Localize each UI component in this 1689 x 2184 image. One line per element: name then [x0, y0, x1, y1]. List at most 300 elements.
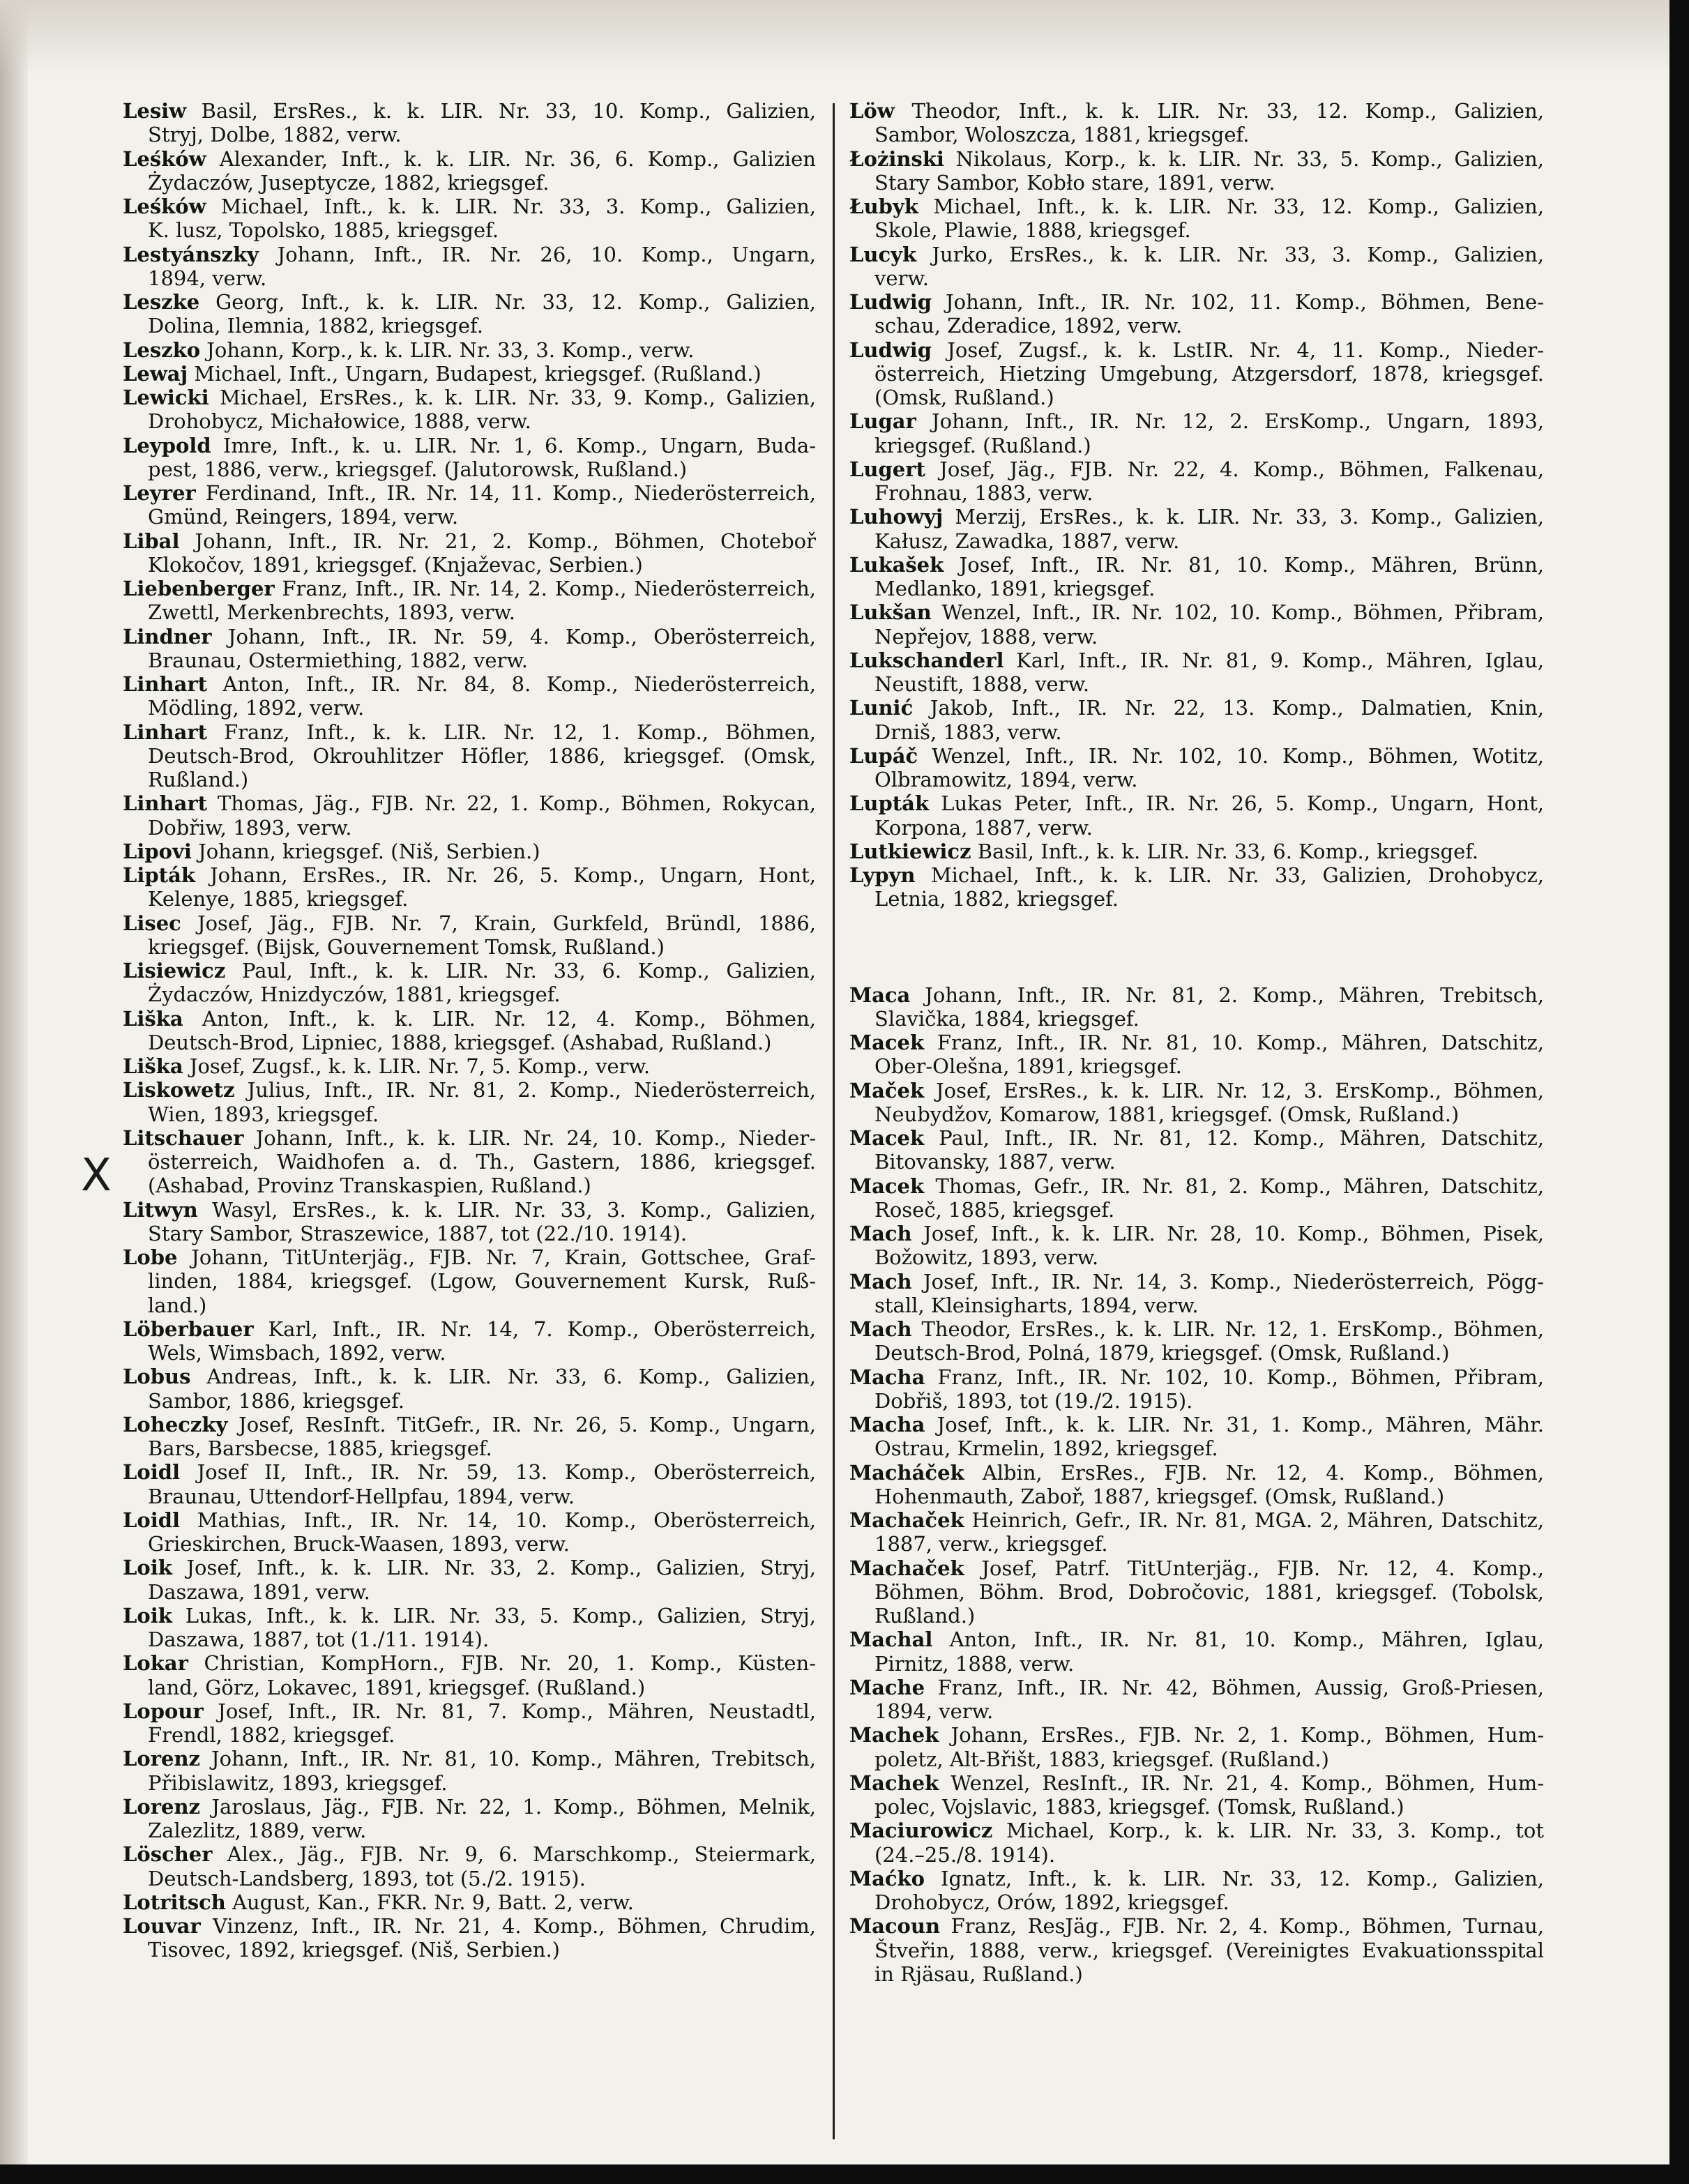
register-entry	[123, 1245, 816, 1317]
entry-details: Heinrich, Gefr., IR. Nr. 81, MGA. 2, Mähren, Datschitz,	[964, 1508, 1544, 1532]
entry-details: Theodor, ErsRes., k. k. LIR. Nr. 12, 1. ErsKomp., Böhmen,	[911, 1317, 1544, 1341]
entry-first-line	[123, 672, 816, 696]
entry-surname: Liška	[123, 1006, 183, 1031]
entry-first-line	[123, 1604, 816, 1628]
register-entry	[123, 1556, 816, 1604]
scan-border-right	[1669, 0, 1689, 2184]
register-entry	[123, 195, 816, 243]
entry-details: Ferdinand, Inft., IR. Nr. 14, 11. Komp., Niederösterreich,	[195, 481, 816, 505]
entry-first-line	[849, 863, 1544, 887]
entry-continuation-line: Mödling, 1892, verw.	[148, 696, 365, 720]
entry-surname: Lupáč	[849, 743, 918, 768]
entry-first-line	[849, 1079, 1544, 1102]
register-entry	[123, 863, 816, 911]
entry-details: Merzij, ErsRes., k. k. LIR. Nr. 33, 3. Komp., Galizien,	[943, 505, 1544, 529]
entry-surname: Lukschanderl	[849, 648, 1004, 672]
entry-surname: Leszke	[123, 290, 200, 314]
entry-surname: Lypyn	[849, 863, 916, 887]
entry-details: Wenzel, ResInft., IR. Nr. 21, 4. Komp., Böhmen, Hum-	[939, 1770, 1544, 1795]
register-entry	[849, 409, 1544, 457]
entry-first-line	[849, 1508, 1544, 1532]
entry-details: Josef, Inft., IR. Nr. 81, 7. Komp., Mähren, Neustadtl,	[203, 1699, 816, 1723]
register-entry	[123, 1317, 816, 1365]
entry-details: Josef, Inft., k. k. LIR. Nr. 28, 10. Komp., Böhmen, Pisek,	[911, 1222, 1544, 1245]
entry-continuation-line: Olbramowitz, 1894, verw.	[874, 768, 1138, 791]
entry-first-line	[123, 863, 816, 887]
entry-continuation-line: Rußland.)	[148, 768, 249, 791]
register-entry	[849, 600, 1544, 649]
entry-first-line	[849, 290, 1544, 314]
register-entry	[849, 1819, 1544, 1867]
register-entry	[123, 1699, 816, 1747]
entry-first-line	[849, 409, 1544, 433]
entry-first-line	[123, 1245, 816, 1269]
entry-surname: Loheczky	[123, 1412, 228, 1436]
entry-continuation-line: Ober-Olešna, 1891, kriegsgef.	[874, 1054, 1182, 1079]
entry-continuation-line: Stary Sambor, Kobło stare, 1891, verw.	[874, 170, 1275, 195]
entry-surname: Lipták	[123, 863, 195, 887]
entry-surname: Linhart	[123, 720, 208, 744]
register-entry	[123, 1054, 816, 1078]
entry-continuation-line: kriegsgef. (Bijsk, Gouvernement Tomsk, Rußland.)	[148, 934, 665, 959]
register-entry	[849, 243, 1544, 291]
entry-surname: Litwyn	[123, 1197, 198, 1222]
entry-details: Josef, Inft., k. k. LIR. Nr. 33, 2. Komp., Galizien, Stryj,	[172, 1556, 816, 1580]
register-entry	[123, 959, 816, 1007]
entry-first-line	[123, 1890, 816, 1914]
entry-surname: Maček	[849, 1078, 925, 1102]
entry-first-line	[849, 1365, 1544, 1389]
entry-details: Anton, Inft., k. k. LIR. Nr. 12, 4. Komp., Böhmen,	[183, 1006, 816, 1031]
register-entry	[849, 1031, 1544, 1079]
entry-continuation-line: Zwettl, Merkenbrechts, 1893, verw.	[148, 600, 516, 625]
right-column	[849, 99, 1544, 1986]
entry-continuation-line: Božowitz, 1893, verw.	[874, 1245, 1099, 1270]
entry-surname: Macoun	[849, 1914, 941, 1939]
register-entry	[849, 744, 1544, 792]
entry-details: Michael, Korp., k. k. LIR. Nr. 33, 3. Komp., tot	[992, 1819, 1544, 1843]
entry-continuation-line: Zalezlitz, 1889, verw.	[148, 1819, 367, 1842]
entry-details: Josef, Inft., IR. Nr. 81, 10. Komp., Mähren, Brünn,	[944, 552, 1544, 577]
entry-first-line	[123, 1914, 816, 1938]
entry-details: Imre, Inft., k. u. LIR. Nr. 1, 6. Komp., Ungarn, Buda-	[211, 433, 816, 457]
entry-continuation-line: verw.	[874, 266, 930, 290]
entry-details: Thomas, Gefr., IR. Nr. 81, 2. Komp., Mähren, Datschitz,	[924, 1174, 1544, 1198]
entry-first-line	[849, 1222, 1544, 1245]
entry-surname: Macha	[849, 1365, 925, 1389]
entry-surname: Leśków	[123, 146, 206, 171]
entry-surname: Macek	[849, 1126, 925, 1150]
entry-continuation-line: Ostrau, Krmelin, 1892, kriegsgef.	[874, 1436, 1218, 1461]
register-entry	[123, 1198, 816, 1246]
register-entry	[849, 1222, 1544, 1270]
entry-surname: Lorenz	[123, 1794, 201, 1819]
entry-continuation-line: österreich, Hietzing Umgebung, Atzgersdorf, 1878, kriegsgef.	[874, 361, 1544, 386]
entry-first-line	[849, 840, 1544, 863]
entry-continuation-line: Drohobycz, Orów, 1892, kriegsgef.	[874, 1890, 1229, 1914]
entry-first-line	[849, 1413, 1544, 1436]
register-entry	[849, 195, 1544, 243]
entry-continuation-line: Daszawa, 1887, tot (1./11. 1914).	[148, 1628, 490, 1651]
register-entry	[849, 505, 1544, 553]
entry-continuation-line: Skole, Plawie, 1888, kriegsgef.	[874, 218, 1191, 243]
section-gap	[849, 911, 1544, 983]
entry-continuation-line: polec, Vojslavic, 1883, kriegsgef. (Tomsk, Rußland.)	[874, 1795, 1404, 1819]
entry-details: Lukas, Inft., k. k. LIR. Nr. 33, 5. Komp., Galizien, Stryj,	[172, 1603, 816, 1628]
entry-surname: Lotritsch	[123, 1890, 226, 1914]
entry-first-line	[849, 1126, 1544, 1150]
entry-continuation-line: Grieskirchen, Bruck-Waasen, 1893, verw.	[148, 1532, 570, 1556]
entry-first-line	[123, 1842, 816, 1866]
entry-details: Georg, Inft., k. k. LIR. Nr. 33, 12. Komp., Galizien,	[199, 290, 816, 314]
entry-first-line	[849, 195, 1544, 218]
entry-continuation-line: Neustift, 1888, verw.	[874, 672, 1090, 696]
entry-first-line	[123, 1317, 816, 1341]
register-entry	[123, 386, 816, 434]
entry-first-line	[123, 911, 816, 935]
entry-continuation-line: schau, Zderadice, 1892, verw.	[874, 314, 1183, 338]
register-entry	[123, 1413, 816, 1461]
entry-surname: Mache	[849, 1675, 925, 1699]
entry-details: Johann, kriegsgef. (Niš, Serbien.)	[191, 839, 540, 863]
register-entry	[849, 1126, 1544, 1174]
entry-continuation-line: pest, 1886, verw., kriegsgef. (Jalutorowsk, Rußland.)	[148, 457, 688, 481]
register-entry	[123, 577, 816, 625]
entry-surname: Macek	[849, 1031, 925, 1054]
entry-continuation-line: 1894, verw.	[874, 1699, 994, 1723]
entry-surname: Lopour	[123, 1699, 204, 1723]
entry-continuation-line: Neubydžov, Komarow, 1881, kriegsgef. (Omsk, Rußland.)	[874, 1102, 1460, 1126]
register-entry	[123, 791, 816, 840]
entry-continuation-line: Bars, Barsbecse, 1885, kriegsgef.	[148, 1436, 492, 1460]
entry-continuation-line: linden, 1884, kriegsgef. (Lgow, Gouvernement Kursk, Ruß-	[148, 1269, 816, 1294]
entry-first-line	[123, 1795, 816, 1819]
register-entry	[123, 1078, 816, 1126]
page-shadow-top	[0, 0, 1689, 77]
register-entry	[849, 1413, 1544, 1461]
entry-details: Johann, Inft., IR. Nr. 102, 11. Komp., Böhmen, Bene-	[932, 290, 1544, 314]
entry-continuation-line: Żydaczów, Juseptycze, 1882, kriegsgef.	[148, 170, 550, 195]
entry-details: Johann, TitUnterjäg., FJB. Nr. 7, Krain, Gottschee, Graf-	[177, 1245, 816, 1269]
entry-first-line	[123, 481, 816, 505]
entry-details: Lukas Peter, Inft., IR. Nr. 26, 5. Komp., Ungarn, Hont,	[929, 791, 1544, 816]
entry-details: Jakob, Inft., IR. Nr. 22, 13. Komp., Dalmatien, Knin,	[913, 696, 1544, 720]
entry-surname: Lutkiewicz	[849, 839, 971, 863]
entry-first-line	[849, 1676, 1544, 1699]
entry-continuation-line: Kelenye, 1885, kriegsgef.	[148, 887, 409, 911]
register-entry	[849, 1508, 1544, 1556]
register-entry	[123, 99, 816, 147]
entry-continuation-line: (24.–25./8. 1914).	[874, 1842, 1056, 1867]
entry-details: Paul, Inft., k. k. LIR. Nr. 33, 6. Komp., Galizien,	[225, 959, 816, 983]
entry-first-line	[123, 290, 816, 314]
entry-continuation-line: Dobřiš, 1893, tot (19./2. 1915).	[874, 1388, 1193, 1413]
entry-first-line	[849, 791, 1544, 815]
entry-details: Josef, ResInft. TitGefr., IR. Nr. 26, 5. Komp., Ungarn,	[227, 1412, 816, 1436]
entry-details: Franz, ResJäg., FJB. Nr. 2, 4. Komp., Böhmen, Turnau,	[940, 1914, 1544, 1939]
entry-details: Josef, Zugsf., k. k. LstIR. Nr. 4, 11. Komp., Nieder-	[932, 338, 1544, 362]
entry-continuation-line: Deutsch-Brod, Polná, 1879, kriegsgef. (Omsk, Rußland.)	[874, 1341, 1450, 1365]
entry-continuation-line: Letnia, 1882, kriegsgef.	[874, 887, 1119, 911]
register-entry	[849, 840, 1544, 863]
entry-surname: Leypold	[123, 433, 211, 457]
left-column	[123, 99, 816, 1962]
entry-continuation-line: Dobřiw, 1893, verw.	[148, 815, 352, 840]
entry-details: Franz, Inft., IR. Nr. 81, 10. Komp., Mähren, Datschitz,	[924, 1031, 1544, 1054]
register-entry	[123, 1365, 816, 1413]
entry-details: Josef, Zugsf., k. k. LIR. Nr. 7, 5. Komp., verw.	[183, 1054, 651, 1078]
entry-details: Johann, ErsRes., FJB. Nr. 2, 1. Komp., Böhmen, Hum-	[939, 1723, 1544, 1747]
entry-details: Wenzel, Inft., IR. Nr. 102, 10. Komp., Böhmen, Přibram,	[931, 600, 1544, 625]
register-entry	[123, 243, 816, 291]
entry-details: Vinzenz, Inft., IR. Nr. 21, 4. Komp., Böhmen, Chrudim,	[200, 1914, 816, 1938]
entry-surname: Macha	[849, 1413, 925, 1436]
entry-surname: Lukšan	[849, 600, 932, 625]
register-entry	[849, 1771, 1544, 1819]
register-entry	[123, 290, 816, 338]
register-entry	[123, 1508, 816, 1556]
entry-details: Johann, Inft., IR. Nr. 26, 10. Komp., Ungarn,	[259, 242, 816, 266]
entry-details: Johann, ErsRes., IR. Nr. 26, 5. Komp., Ungarn, Hont,	[195, 863, 816, 887]
entry-first-line	[849, 1461, 1544, 1485]
entry-continuation-line: Korpona, 1887, verw.	[874, 815, 1093, 840]
entry-details: Anton, Inft., IR. Nr. 81, 10. Komp., Mähren, Iglau,	[932, 1628, 1544, 1652]
entry-first-line	[849, 983, 1544, 1007]
entry-first-line	[123, 625, 816, 649]
entry-first-line	[849, 1270, 1544, 1294]
register-entry	[849, 1270, 1544, 1318]
register-entry	[849, 99, 1544, 147]
entry-surname: Lewaj	[123, 361, 188, 386]
entry-first-line	[123, 1054, 816, 1078]
entry-surname: Machek	[849, 1770, 939, 1795]
register-entry	[849, 983, 1544, 1031]
register-entry	[849, 1174, 1544, 1222]
entry-surname: Libal	[123, 529, 180, 553]
entry-details: Johann, Inft., k. k. LIR. Nr. 24, 10. Komp., Nieder-	[243, 1125, 816, 1150]
entry-first-line	[123, 434, 816, 457]
entry-surname: Löberbauer	[123, 1317, 254, 1341]
entry-surname: Ludwig	[849, 338, 932, 362]
entry-surname: Machaček	[849, 1508, 964, 1532]
entry-continuation-line: Drohobycz, Michałowice, 1888, verw.	[148, 409, 531, 434]
entry-continuation-line: Rußland.)	[874, 1604, 976, 1628]
register-entry	[123, 672, 816, 720]
entry-first-line	[849, 1556, 1544, 1580]
entry-surname: Lobus	[123, 1365, 191, 1389]
entry-continuation-line: Sambor, Woloszcza, 1881, kriegsgef.	[874, 123, 1250, 147]
entry-surname: Maca	[849, 983, 911, 1007]
entry-surname: Leszko	[123, 338, 201, 362]
entry-details: Franz, Inft., k. k. LIR. Nr. 12, 1. Komp., Böhmen,	[207, 720, 816, 744]
entry-details: August, Kan., FKR. Nr. 9, Batt. 2, verw.	[225, 1890, 634, 1914]
entry-first-line	[123, 99, 816, 123]
entry-surname: Łubyk	[849, 195, 918, 218]
entry-first-line	[849, 147, 1544, 171]
entry-first-line	[123, 1508, 816, 1532]
entry-surname: Loik	[123, 1603, 172, 1628]
entry-continuation-line: Slavička, 1884, kriegsgef.	[874, 1006, 1139, 1031]
entry-first-line	[123, 1198, 816, 1222]
entry-surname: Lupták	[849, 791, 930, 816]
entry-surname: Louvar	[123, 1914, 201, 1938]
entry-continuation-line: Hohenmauth, Zaboř, 1887, kriegsgef. (Omsk, Rußland.)	[874, 1484, 1445, 1508]
entry-details: Franz, Inft., IR. Nr. 14, 2. Komp., Niederösterreich,	[274, 577, 816, 600]
entry-first-line	[849, 457, 1544, 481]
entry-continuation-line: Roseč, 1885, kriegsgef.	[874, 1197, 1115, 1222]
entry-continuation-line: Wien, 1893, kriegsgef.	[148, 1102, 379, 1126]
entry-details: Johann, Inft., IR. Nr. 81, 10. Komp., Mähren, Trebitsch,	[200, 1747, 816, 1771]
entry-first-line	[849, 1628, 1544, 1651]
entry-details: Josef, Patrf. TitUnterjäg., FJB. Nr. 12, 4. Komp.,	[964, 1556, 1544, 1580]
entry-continuation-line: Dolina, Ilemnia, 1882, kriegsgef.	[148, 314, 483, 338]
register-entry	[849, 1914, 1544, 1986]
register-entry	[849, 1317, 1544, 1365]
register-entry	[123, 1604, 816, 1652]
entry-details: Michael, Inft., k. k. LIR. Nr. 33, 3. Komp., Galizien,	[206, 195, 816, 218]
entry-details: Alex., Jäg., FJB. Nr. 9, 6. Marschkomp., Steiermark,	[212, 1842, 816, 1867]
entry-surname: Leśków	[123, 195, 206, 218]
register-entry	[849, 863, 1544, 911]
entry-continuation-line: Pirnitz, 1888, verw.	[874, 1651, 1075, 1676]
entry-continuation-line: Bitovansky, 1887, verw.	[874, 1150, 1116, 1174]
entry-first-line	[123, 1556, 816, 1579]
entry-details: Karl, Inft., IR. Nr. 14, 7. Komp., Oberösterreich,	[253, 1317, 816, 1341]
entry-details: Josef, Inft., IR. Nr. 14, 3. Komp., Niederösterreich, Pögg-	[911, 1269, 1544, 1294]
entry-surname: Lugert	[849, 457, 925, 481]
entry-continuation-line: Štveřin, 1888, verw., kriegsgef. (Vereinigtes Evakuationsspital	[874, 1938, 1544, 1962]
entry-continuation-line: (Ashabad, Provinz Transkaspien, Rußland.)	[148, 1174, 591, 1198]
right-column-l-section	[849, 99, 1544, 911]
entry-details: Wasyl, ErsRes., k. k. LIR. Nr. 33, 3. Komp., Galizien,	[197, 1197, 816, 1222]
entry-continuation-line: Klokočov, 1891, kriegsgef. (Knjaževac, Serbien.)	[148, 552, 643, 577]
entry-first-line	[123, 1651, 816, 1675]
entry-details: Michael, ErsRes., k. k. LIR. Nr. 33, 9. Komp., Galizien,	[209, 386, 816, 409]
entry-first-line	[123, 147, 816, 171]
entry-first-line	[849, 1819, 1544, 1842]
entry-surname: Macháček	[849, 1460, 964, 1485]
entry-continuation-line: Přibislawitz, 1893, kriegsgef.	[148, 1770, 448, 1795]
entry-continuation-line: Gmünd, Reingers, 1894, verw.	[148, 505, 459, 529]
right-column-m-section	[849, 983, 1544, 1987]
entry-continuation-line: in Rjäsau, Rußland.)	[874, 1962, 1083, 1986]
entry-first-line	[849, 1723, 1544, 1747]
entry-details: Johann, Korp., k. k. LIR. Nr. 33, 3. Komp., verw.	[200, 338, 695, 362]
entry-surname: Lucyk	[849, 242, 917, 266]
entry-surname: Lipovi	[123, 839, 192, 863]
entry-first-line	[849, 600, 1544, 624]
entry-continuation-line: poletz, Alt-Břišt, 1883, kriegsgef. (Rußland.)	[874, 1747, 1329, 1771]
entry-details: Johann, Inft., IR. Nr. 81, 2. Komp., Mähren, Trebitsch,	[910, 983, 1544, 1007]
entry-first-line	[123, 1699, 816, 1723]
entry-first-line	[123, 840, 816, 863]
entry-continuation-line: kriegsgef. (Rußland.)	[874, 433, 1091, 457]
entry-continuation-line: K. lusz, Topolsko, 1885, kriegsgef.	[148, 218, 499, 243]
entry-details: Alexander, Inft., k. k. LIR. Nr. 36, 6. Komp., Galizien	[206, 146, 816, 171]
entry-details: Julius, Inft., IR. Nr. 81, 2. Komp., Niederösterreich,	[234, 1078, 816, 1102]
register-entry	[849, 791, 1544, 840]
entry-details: Josef, Jäg., FJB. Nr. 22, 4. Komp., Böhmen, Falkenau,	[925, 457, 1544, 481]
entry-details: Franz, Inft., IR. Nr. 102, 10. Komp., Böhmen, Přibram,	[925, 1365, 1544, 1389]
register-entry	[849, 1079, 1544, 1127]
entry-surname: Lewicki	[123, 386, 209, 409]
entry-first-line	[123, 1126, 816, 1150]
entry-first-line	[849, 696, 1544, 720]
entry-surname: Maciurowicz	[849, 1819, 993, 1843]
entry-surname: Loidl	[123, 1508, 181, 1532]
register-entry	[849, 696, 1544, 744]
entry-first-line	[123, 1413, 816, 1436]
entry-continuation-line: Deutsch-Brod, Lipniec, 1888, kriegsgef. (Ashabad, Rußland.)	[148, 1030, 772, 1054]
entry-first-line	[123, 720, 816, 744]
entry-surname: Machaček	[849, 1556, 964, 1580]
register-entry	[123, 338, 816, 362]
entry-first-line	[123, 1078, 816, 1102]
entry-details: Josef II, Inft., IR. Nr. 59, 13. Komp., Oberösterreich,	[180, 1460, 816, 1485]
register-entry	[123, 1747, 816, 1795]
handwritten-cross-mark: X	[81, 1150, 112, 1201]
entry-continuation-line: Frendl, 1882, kriegsgef.	[148, 1723, 395, 1747]
entry-first-line	[849, 505, 1544, 529]
entry-surname: Lukašek	[849, 552, 944, 577]
entry-first-line	[849, 99, 1544, 123]
register-entry	[123, 1460, 816, 1508]
entry-surname: Liskowetz	[123, 1078, 235, 1102]
entry-surname: Liebenberger	[123, 577, 275, 600]
register-entry	[849, 338, 1544, 410]
entry-surname: Linhart	[123, 672, 208, 696]
entry-continuation-line: österreich, Waidhofen a. d. Th., Gastern, 1886, kriegsgef.	[148, 1150, 816, 1174]
entry-surname: Lugar	[849, 409, 916, 434]
entry-details: Michael, Inft., k. k. LIR. Nr. 33, 12. Komp., Galizien,	[918, 195, 1544, 218]
entry-details: Andreas, Inft., k. k. LIR. Nr. 33, 6. Komp., Galizien,	[190, 1365, 816, 1389]
entry-continuation-line: stall, Kleinsigharts, 1894, verw.	[874, 1293, 1199, 1317]
entry-continuation-line: Drniš, 1883, verw.	[874, 720, 1062, 744]
register-entry	[849, 1723, 1544, 1771]
entry-surname: Litschauer	[123, 1125, 244, 1150]
entry-surname: Lorenz	[123, 1747, 201, 1771]
entry-first-line	[849, 744, 1544, 768]
entry-first-line	[123, 195, 816, 218]
register-entry	[123, 1651, 816, 1699]
entry-details: Basil, ErsRes., k. k. LIR. Nr. 33, 10. Komp., Galizien,	[186, 99, 816, 123]
register-entry	[123, 529, 816, 577]
entry-surname: Loik	[123, 1556, 172, 1580]
register-entry	[849, 1556, 1544, 1628]
entry-continuation-line: Deutsch-Brod, Okrouhlitzer Höfler, 1886, kriegsgef. (Omsk,	[148, 743, 816, 768]
register-entry	[123, 1126, 816, 1198]
entry-first-line	[123, 243, 816, 266]
entry-continuation-line: Deutsch-Landsberg, 1893, tot (5./2. 1915).	[148, 1866, 586, 1890]
entry-first-line	[849, 338, 1544, 362]
entry-surname: Lisiewicz	[123, 959, 226, 983]
column-divider	[833, 103, 835, 2139]
entry-continuation-line: Böhmen, Böhm. Brod, Dobročovic, 1881, kriegsgef. (Tobolsk,	[874, 1579, 1544, 1604]
entry-details: Thomas, Jäg., FJB. Nr. 22, 1. Komp., Böhmen, Rokycan,	[207, 791, 816, 816]
entry-details: Ignatz, Inft., k. k. LIR. Nr. 33, 12. Komp., Galizien,	[925, 1866, 1544, 1890]
entry-first-line	[123, 386, 816, 409]
entry-continuation-line: Frohnau, 1883, verw.	[874, 481, 1093, 505]
entry-continuation-line: land.)	[148, 1293, 207, 1317]
entry-continuation-line: Nepřejov, 1888, verw.	[874, 624, 1098, 649]
register-entry	[849, 290, 1544, 338]
entry-continuation-line: Medlanko, 1891, kriegsgef.	[874, 577, 1156, 600]
page-shadow-left	[0, 0, 28, 2184]
entry-continuation-line: Tisovec, 1892, kriegsgef. (Niš, Serbien.)	[148, 1938, 560, 1962]
register-entry	[123, 840, 816, 863]
entry-details: Christian, KompHorn., FJB. Nr. 20, 1. Komp., Küsten-	[188, 1651, 816, 1676]
register-entry	[849, 147, 1544, 195]
